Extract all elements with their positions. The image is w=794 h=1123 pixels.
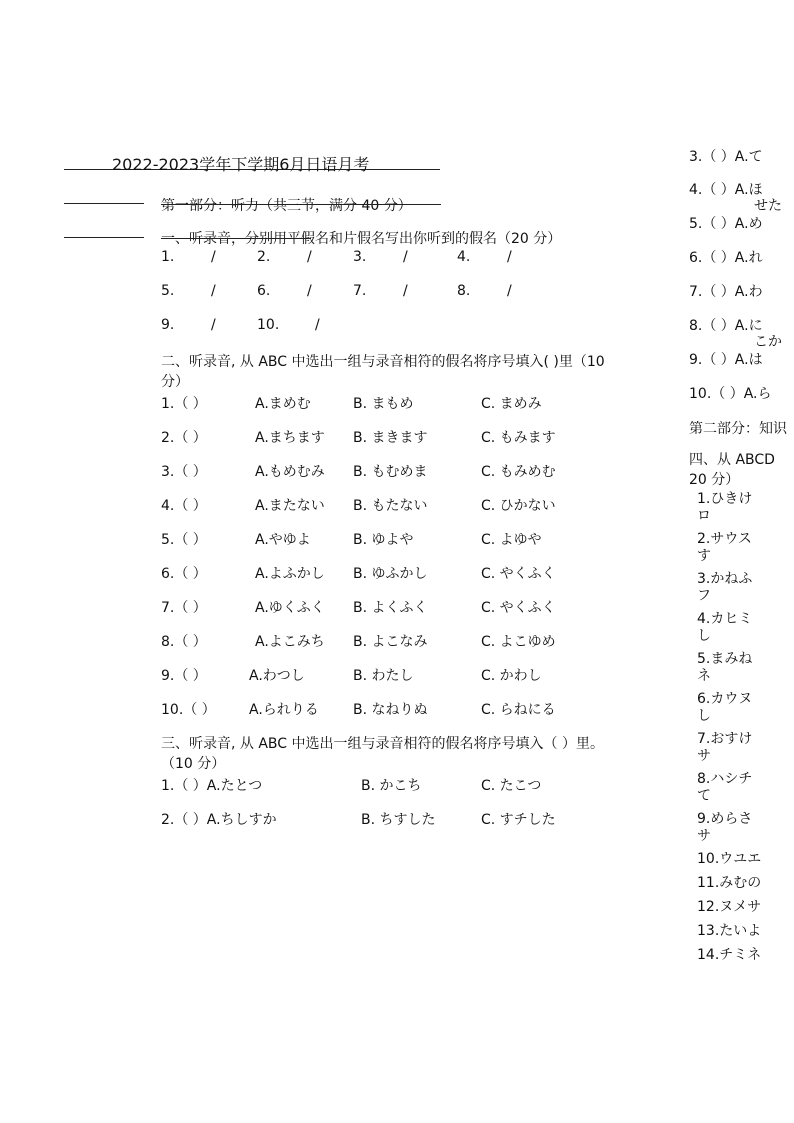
- part1-heading: 第一部分：听力（共三节，满分 40 分）: [161, 198, 412, 214]
- question-number: 1.（ ）: [161, 396, 207, 412]
- item-label: 9.: [161, 317, 175, 333]
- item-text-cont: し: [697, 628, 711, 644]
- sec4-item: [697, 851, 761, 868]
- item-text-cont: す: [697, 548, 711, 564]
- slash: /: [307, 249, 312, 265]
- option-c: C. すチした: [481, 812, 556, 828]
- sec4-item: [697, 811, 752, 845]
- question-number: 2.（ ）: [161, 430, 207, 446]
- sec4-item: [697, 875, 761, 892]
- question-number: 3.（ ）: [161, 464, 207, 480]
- option-c: C. ひかない: [481, 498, 556, 514]
- right-row-cont: こか: [754, 334, 782, 350]
- question-number: 9.（ ）: [161, 668, 207, 684]
- item-text: 1.ひきけ: [697, 491, 753, 507]
- option-b: B. なねりぬ: [353, 702, 428, 718]
- sec4-item: [697, 491, 752, 525]
- item-text-cont: サ: [697, 748, 711, 764]
- part2-heading: 第二部分：知识: [689, 421, 787, 437]
- option-b: B. ゆふかし: [353, 566, 428, 582]
- question-number: 4.（ ）: [161, 498, 207, 514]
- option-a: A.わつし: [249, 668, 305, 684]
- option-c: C. やくふく: [481, 600, 556, 616]
- sec4-item: [697, 651, 752, 685]
- item-text: 11.みむの: [697, 875, 762, 891]
- rule-left: [64, 203, 144, 204]
- slash: /: [507, 249, 512, 265]
- item-text-cont: し: [697, 708, 711, 724]
- item-text: 3.かねふ: [697, 571, 753, 587]
- item-text: 10.ウユエ: [697, 851, 762, 867]
- slash: /: [211, 317, 216, 333]
- right-row: 5.（ ）A.め: [689, 216, 763, 232]
- right-row: 7.（ ）A.わ: [689, 284, 763, 300]
- option-b: B. もたない: [353, 498, 428, 514]
- option-c: C. もみめむ: [481, 464, 556, 480]
- slash: /: [315, 317, 320, 333]
- item-label: 5.: [161, 283, 175, 299]
- option-b: B. ちすした: [361, 812, 436, 828]
- option-c: C. たこつ: [481, 778, 542, 794]
- part1-strike: [161, 204, 441, 205]
- option-a: A.られりる: [249, 702, 319, 718]
- item-text: 13.たいよ: [697, 923, 762, 939]
- right-row: 6.（ ）A.れ: [689, 250, 763, 266]
- right-row-cont: せた: [754, 198, 782, 214]
- sec4-item: [697, 691, 752, 725]
- item-label: 3.: [353, 249, 367, 265]
- item-label: 7.: [353, 283, 367, 299]
- option-a: A.よこみち: [255, 634, 325, 650]
- sec4-item: [697, 947, 761, 964]
- question-number: 5.（ ）: [161, 532, 207, 548]
- question-number: 10.（ ）: [161, 702, 216, 718]
- item-text: 6.カウヌ: [697, 691, 753, 707]
- sec4-item: [697, 923, 761, 940]
- question-text: 1.（ ）A.たとつ: [161, 778, 263, 794]
- option-a: A.まめむ: [255, 396, 311, 412]
- option-c: C. らねにる: [481, 702, 556, 718]
- item-text-cont: サ: [697, 828, 711, 844]
- item-text: 12.ヌメサ: [697, 899, 762, 915]
- option-a: A.よふかし: [255, 566, 325, 582]
- option-a: A.まちます: [255, 430, 325, 446]
- question-number: 7.（ ）: [161, 600, 207, 616]
- option-c: C. かわし: [481, 668, 542, 684]
- option-c: C. よゆや: [481, 532, 542, 548]
- section1-strike: [161, 238, 311, 239]
- option-b: B. まもめ: [353, 396, 414, 412]
- section4-heading: 四、从 ABCD: [689, 452, 775, 468]
- item-text-cont: ロ: [697, 508, 711, 524]
- item-label: 2.: [257, 249, 271, 265]
- exam-title: 2022-2023学年下学期6月日语月考: [112, 155, 370, 174]
- slash: /: [211, 249, 216, 265]
- slash: /: [307, 283, 312, 299]
- sec4-item: [697, 531, 752, 565]
- option-c: C. よこゆめ: [481, 634, 556, 650]
- option-b: B. よくふく: [353, 600, 428, 616]
- section2-heading-cont: 分）: [161, 374, 189, 390]
- item-text: 9.めらさ: [697, 811, 753, 827]
- right-row: 4.（ ）A.ほ: [689, 182, 763, 198]
- option-a: A.もめむみ: [255, 464, 325, 480]
- sec4-item: [697, 771, 752, 805]
- right-row: 9.（ ）A.は: [689, 352, 763, 368]
- item-text: 5.まみね: [697, 651, 753, 667]
- section3-heading: 三、听录音, 从 ABC 中选出一组与录音相符的假名将序号填入（ ）里。: [161, 736, 604, 752]
- slash: /: [403, 249, 408, 265]
- slash: /: [507, 283, 512, 299]
- option-b: B. わたし: [353, 668, 414, 684]
- item-label: 1.: [161, 249, 175, 265]
- option-b: B. よこなみ: [353, 634, 428, 650]
- item-text: 4.カヒミ: [697, 611, 753, 627]
- option-c: C. やくふく: [481, 566, 556, 582]
- item-label: 10.: [257, 317, 280, 333]
- option-a: A.またない: [255, 498, 325, 514]
- sec4-item: [697, 899, 761, 916]
- option-c: C. まめみ: [481, 396, 542, 412]
- slash: /: [403, 283, 408, 299]
- section2-heading: 二、听录音, 从 ABC 中选出一组与录音相符的假名将序号填入( )里（10: [161, 354, 605, 370]
- question-number: 8.（ ）: [161, 634, 207, 650]
- item-text-cont: て: [697, 788, 711, 804]
- rule-left-2: [64, 237, 144, 238]
- item-text: 14.チミネ: [697, 947, 762, 963]
- slash: /: [211, 283, 216, 299]
- item-label: 4.: [457, 249, 471, 265]
- section3-heading-cont: （10 分）: [161, 756, 226, 772]
- option-b: B. かこち: [361, 778, 422, 794]
- sec4-item: [697, 571, 752, 605]
- item-text-cont: フ: [697, 588, 711, 604]
- right-row: 8.（ ）A.に: [689, 318, 763, 334]
- sec4-item: [697, 611, 752, 645]
- option-b: B. もむめま: [353, 464, 428, 480]
- option-b: B. まきます: [353, 430, 428, 446]
- item-text: 8.ハシチ: [697, 771, 753, 787]
- item-text: 7.おすけ: [697, 731, 753, 747]
- right-row: 3.（ ）A.て: [689, 149, 763, 165]
- option-a: A.やゆよ: [255, 532, 311, 548]
- question-number: 6.（ ）: [161, 566, 207, 582]
- item-label: 8.: [457, 283, 471, 299]
- sec4-item: [697, 731, 752, 765]
- option-a: A.ゆくふく: [255, 600, 325, 616]
- item-text: 2.サウス: [697, 531, 752, 547]
- item-text-cont: ネ: [697, 668, 711, 684]
- right-row: 10.（ ）A.ら: [689, 386, 772, 402]
- option-b: B. ゆよや: [353, 532, 414, 548]
- section4-heading-cont: 20 分）: [689, 472, 740, 488]
- section1-heading: 一、听录音，分别用平假名和片假名写出你听到的假名（20 分）: [161, 231, 562, 247]
- option-c: C. もみます: [481, 430, 556, 446]
- item-label: 6.: [257, 283, 271, 299]
- question-text: 2.（ ）A.ちしすか: [161, 812, 277, 828]
